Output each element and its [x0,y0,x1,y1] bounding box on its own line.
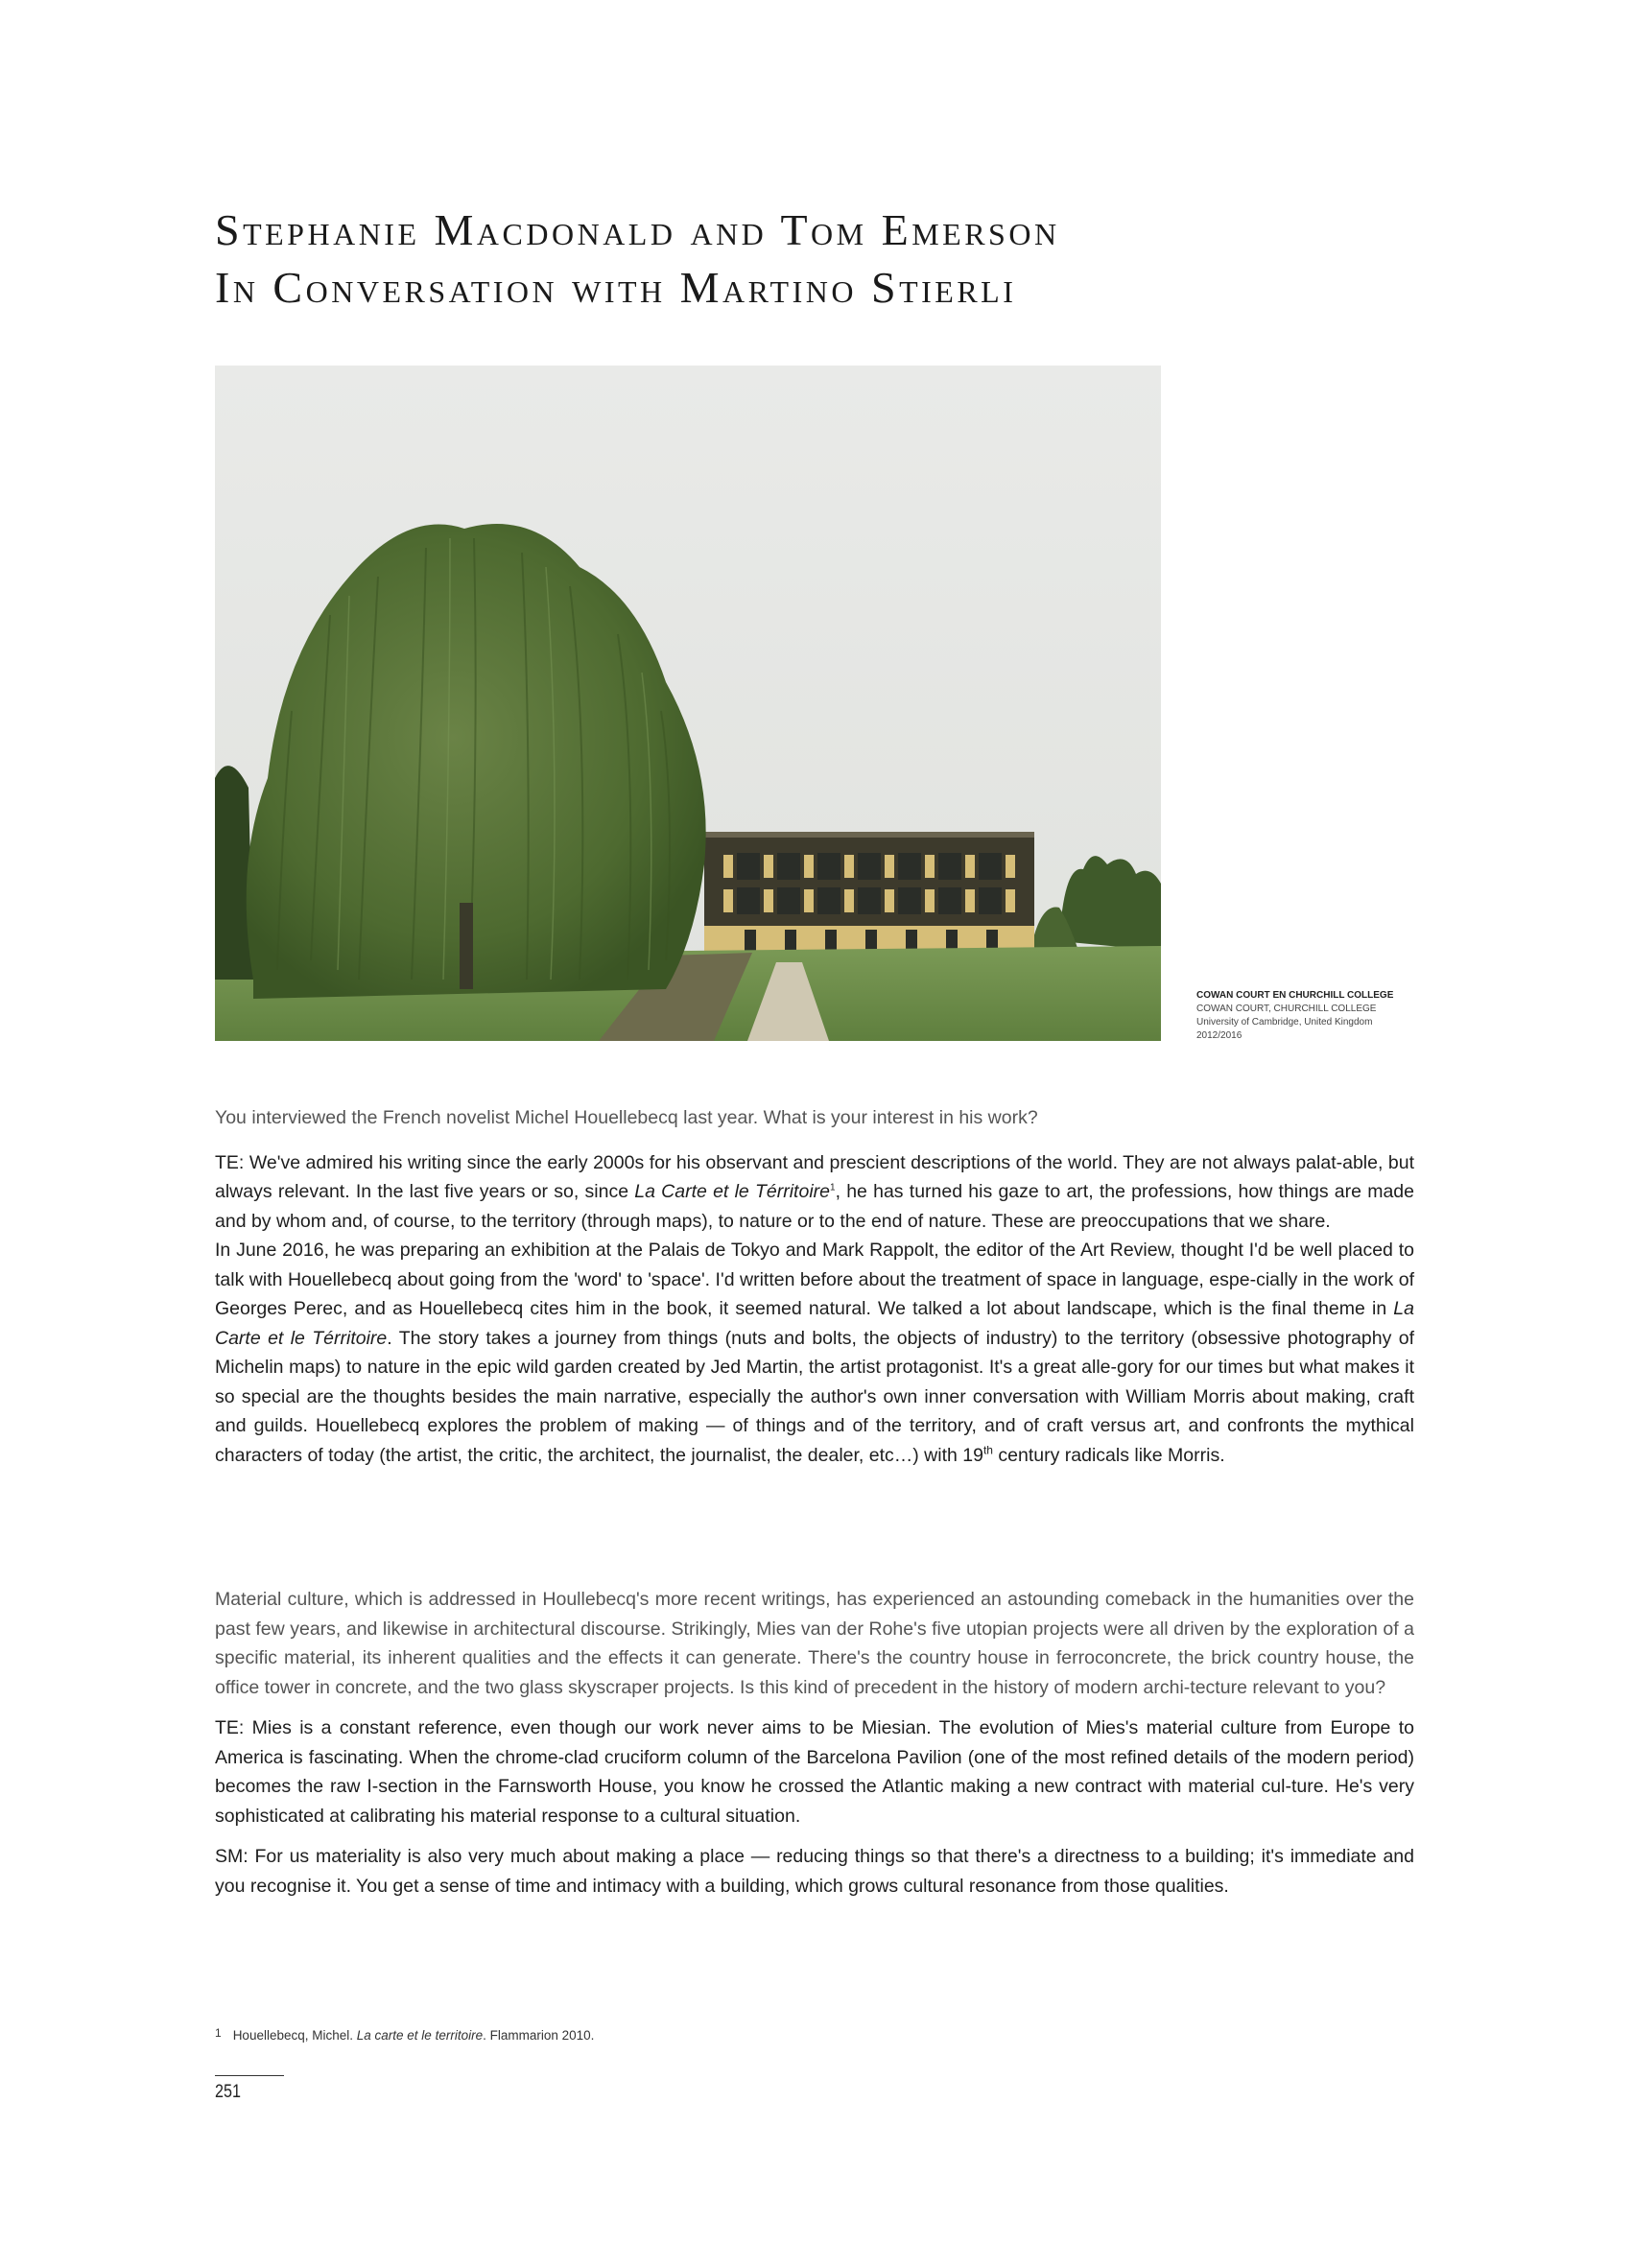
title-line-2: In Conversation with Martino Stierli [215,263,1017,312]
caption-subtitle: COWAN COURT, CHURCHILL COLLEGE [1196,1004,1377,1014]
question-2: Material culture, which is addressed in Houllebecq's more recent writings, has experienced an astounding comeback in the humanities over the past few years, and likewise in architectural discourse. Strikingly, Mies van der Rohe's five utopian projects were all driven by the exploration of a specific material, its inherent qualities and the effects it can generate. There's the country house in ferroconcrete, the brick country house, the office tower in concrete, and the two glass skyscraper projects. Is this kind of precedent in the history of modern archi-tecture relevant to you? [215,1589,1414,1698]
book-title-italic-2: La Carte et le Térritoire [215,1298,1414,1349]
title-line-1: Stephanie Macdonald and Tom Emerson [215,205,1060,254]
footnote-ref[interactable]: 1 [830,1182,836,1193]
book-title-italic: La Carte et le Térritoire [634,1181,830,1202]
answer-3: SM: For us materiality is also very much about making a place — reducing things so that there's a directness to a building; it's immediate and you recognise it. You get a sense of time and intimacy with a building, which grows cultural resonance from those qualities. [215,1846,1414,1897]
footer-rule [215,2075,284,2076]
footnote-book-title: La carte et le territoire [356,2028,484,2043]
answer-1-paragraph-1: TE: We've admired his writing since the early 2000s for his observant and prescient descriptions of the world. They are not always palat-able, but always relevant. In the last five years or so, since La Carte et le Térritoire$^1$, he has turned his gaze to art, the professions, how things are made and by whom and, of course, to the territory (through maps), to nature or to the end of nature. These are preoccupations that we share. [215,1151,1414,1232]
footnote: 1 Houellebecq, Michel. La carte et le territoire. Flammarion 2010. [215,2026,595,2043]
section-1 [215,1103,1414,1470]
photo-caption [1196,989,1436,1043]
answer-2: TE: Mies is a constant reference, even though our work never aims to be Miesian. The evolution of Mies's material culture from Europe to America is fascinating. When the chrome-clad cruciform column of the Barcelona Pavilion (one of the most refined details of the modern period) becomes the raw I-section in the Farnsworth House, you know he crossed the Atlantic making a new contract with material cul-ture. He's very sophisticated at calibrating his material response to a cultural situation. [215,1717,1414,1827]
question-1: You interviewed the French novelist Michel Houellebecq last year. What is your interest in his work? [215,1107,1038,1128]
page-number: 251 [215,2082,241,2102]
section-2 [215,1585,1414,1901]
caption-years: 2012/2016 [1196,1030,1242,1041]
caption-title: COWAN COURT EN CHURCHILL COLLEGE [1196,990,1394,1001]
answer-1-paragraph-2: In June 2016, he was preparing an exhibition at the Palais de Tokyo and Mark Rappolt, the editor of the Art Review, thought I'd be well placed to talk with Houellebecq about going from the 'word' to 'space'. I'd written before about the treatment of space in language, espe-cially in the work of Georges Perec, and as Houellebecq cites him in the book, it seemed natural. We talked a lot about landscape, which is the final theme in La Carte et le Térritoire. The story takes a journey from things (nuts and bolts, the objects of industry) to the territory (obsessive photography of Michelin maps) to nature in the epic wild garden created by Jed Martin, the artist protagonist. It's a great alle-gory for our times but what makes it so special are the thoughts besides the main narrative, especially the author's own inner conversation with William Morris about making, craft and guilds. Houellebecq explores the problem of making — of things and of the territory, and of craft versus art, and confronts the mythical characters of today (the artist, the critic, the architect, the journalist, the dealer, etc…) with 19th century radicals like Morris. [215,1240,1414,1466]
ordinal-sup: th [982,1443,993,1456]
caption-location: University of Cambridge, United Kingdom [1196,1017,1373,1028]
footnote-number: 1 [215,2026,222,2040]
cowan-court-photo [215,366,1161,1041]
article-title [215,201,1462,317]
